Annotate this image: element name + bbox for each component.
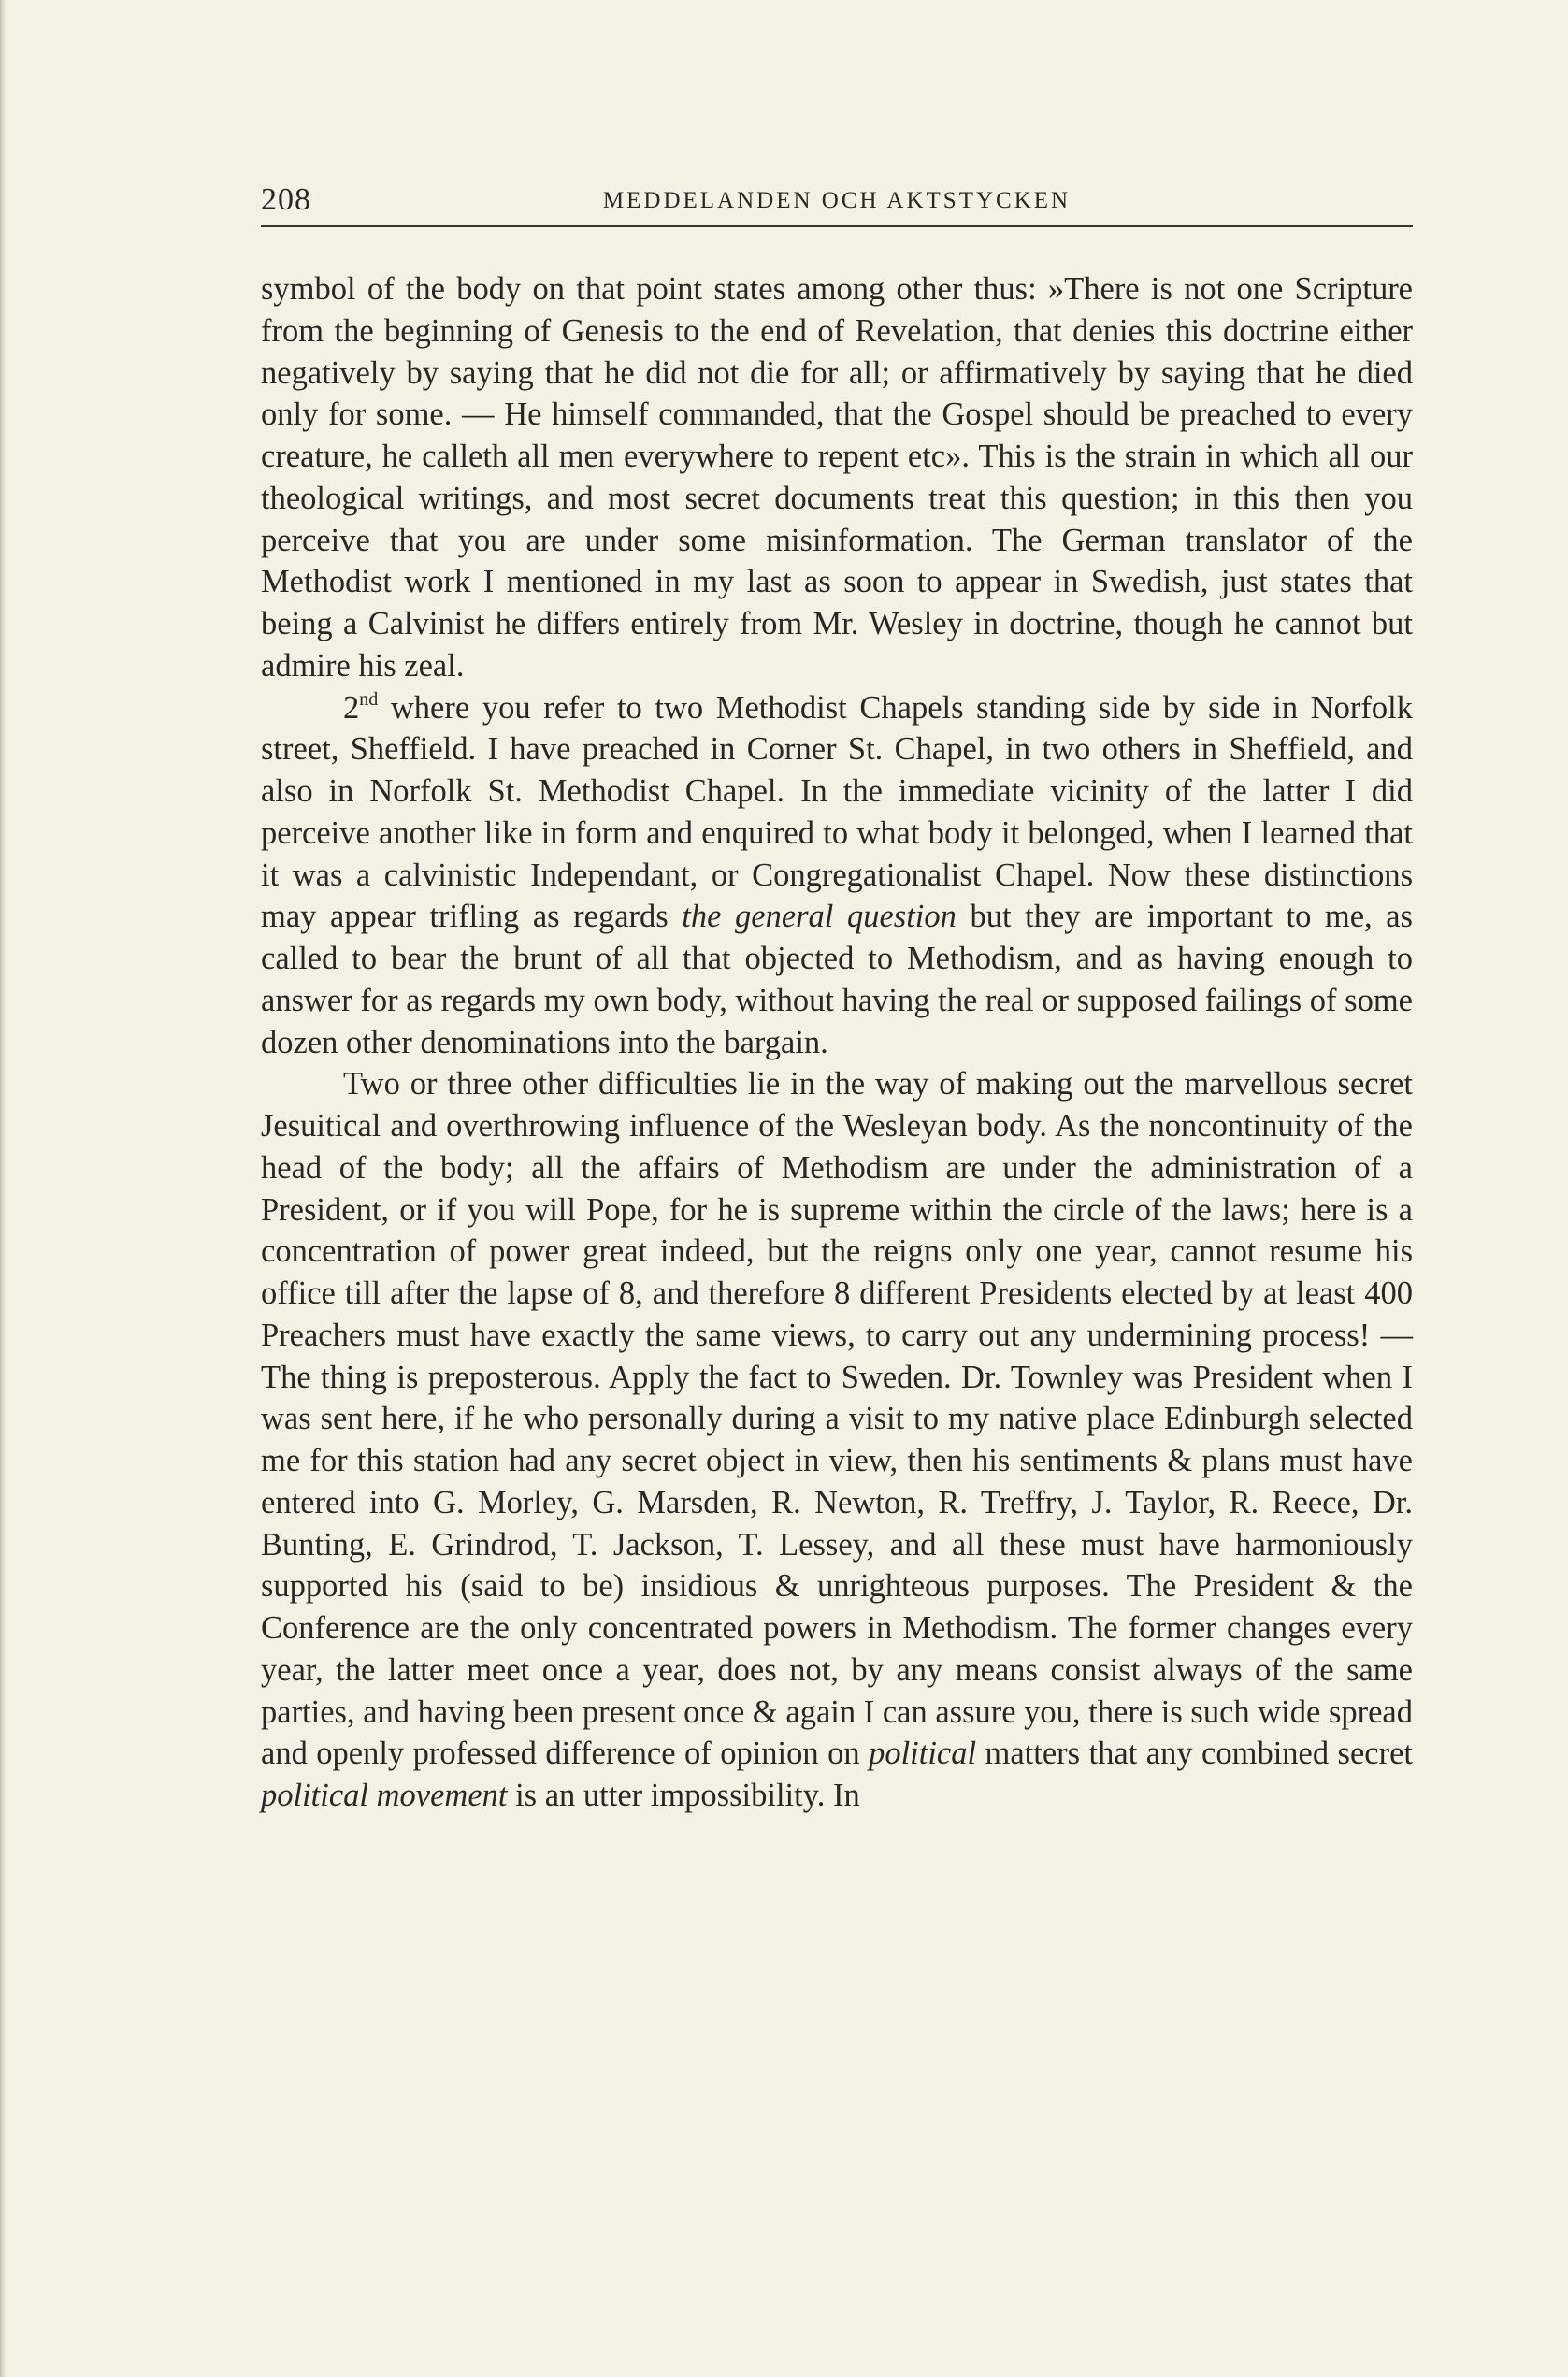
paragraph-3-text-c: is an utter impossibility. In xyxy=(507,1778,860,1813)
paragraph-2 xyxy=(261,687,1413,1064)
paragraph-3 xyxy=(261,1063,1413,1817)
page-number: 208 xyxy=(261,182,311,217)
italic-phrase: the general question xyxy=(682,899,957,935)
ordinal-suffix: nd xyxy=(359,688,379,710)
paragraph-1 xyxy=(261,268,1413,687)
italic-phrase: political movement xyxy=(261,1778,508,1813)
paragraph-3-text-a: Two or three other difficulties lie in the way of making out the marvellous secret Jesuitical and overthrowing influence of the Wesleyan body. As the noncontinuity of the head of the body; all the affairs of Methodism are under the administration of a President, or if you will Pope, for he is supreme within the circle of the laws; here is a concentration of power great indeed, but the reigns only one year, cannot resume his office till after the lapse of 8, and therefore 8 different Presidents elected by at least 400 Preachers must have exactly the same views, to carry out any undermining process! — The thing is preposterous. Apply the fact to Sweden. Dr. Townley was President when I was sent here, if he who personally during a visit to my native place Edinburgh selected me for this station had any secret object in view, then his sentiments & plans must have entered into G. Morley, G. Marsden, R. Newton, R. Treffry, J. Taylor, R. Reece, Dr. Bunting, E. Grindrod, T. Jackson, T. Lessey, and all these must have harmoniously supported his (said to be) insidious & unrighteous purposes. The President & the Conference are the only concentrated powers in Methodism. The former changes every year, the latter meet once a year, does not, by any means consist always of the same parties, and having been present once & again I can assure you, there is such wide spread and openly professed difference of opinion on xyxy=(261,1066,1413,1772)
paragraph-3-text-b: matters that any combined secret xyxy=(976,1736,1413,1772)
paragraph-1-text: symbol of the body on that point states among other thus: »There is not one Scripture from the beginning of Genesis to the end of Revelation, that denies this doctrine either negatively by saying that he did not die for all; or affirmatively by saying that he died only for some. — He himself commanded, that the Gospel should be preached to every creature, he calleth all men everywhere to repent etc». This is the strain in which all our theological writings, and most secret documents treat this question; in this then you perceive that you are under some misinformation. The German translator of the Methodist work I mentioned in my last as soon to appear in Swedish, just states that being a Calvinist he differs entirely from Mr. Wesley in doctrine, though he cannot but admire his zeal. xyxy=(261,271,1413,684)
paragraph-2-text-b: but they are important to me, as called to bear the brunt of all that objected to Methodism, and as having enough to answer for as regards my own body, without having the real or supposed failings of some dozen other denominations into the bargain. xyxy=(261,899,1413,1060)
running-header xyxy=(261,182,1413,227)
ordinal-number: 2 xyxy=(343,689,360,726)
running-title: MEDDELANDEN OCH AKTSTYCKEN xyxy=(602,188,1072,213)
paragraph-2-text-a: where you refer to two Methodist Chapels standing side by side in Norfolk street, Sheffield. I have preached in Corner St. Chapel, in two others in Sheffield, and also in Norfolk St. Methodist Chapel. In the immediate vicinity of the latter I did perceive another like in form and enquired to what body it belonged, when I learned that it was a calvinistic Independant, or Congregationalist Chapel. Now these distinctions may appear trifling as regards xyxy=(261,689,1413,935)
page-edge xyxy=(0,0,6,2377)
italic-word: political xyxy=(869,1736,977,1772)
body-text xyxy=(261,268,1413,1817)
